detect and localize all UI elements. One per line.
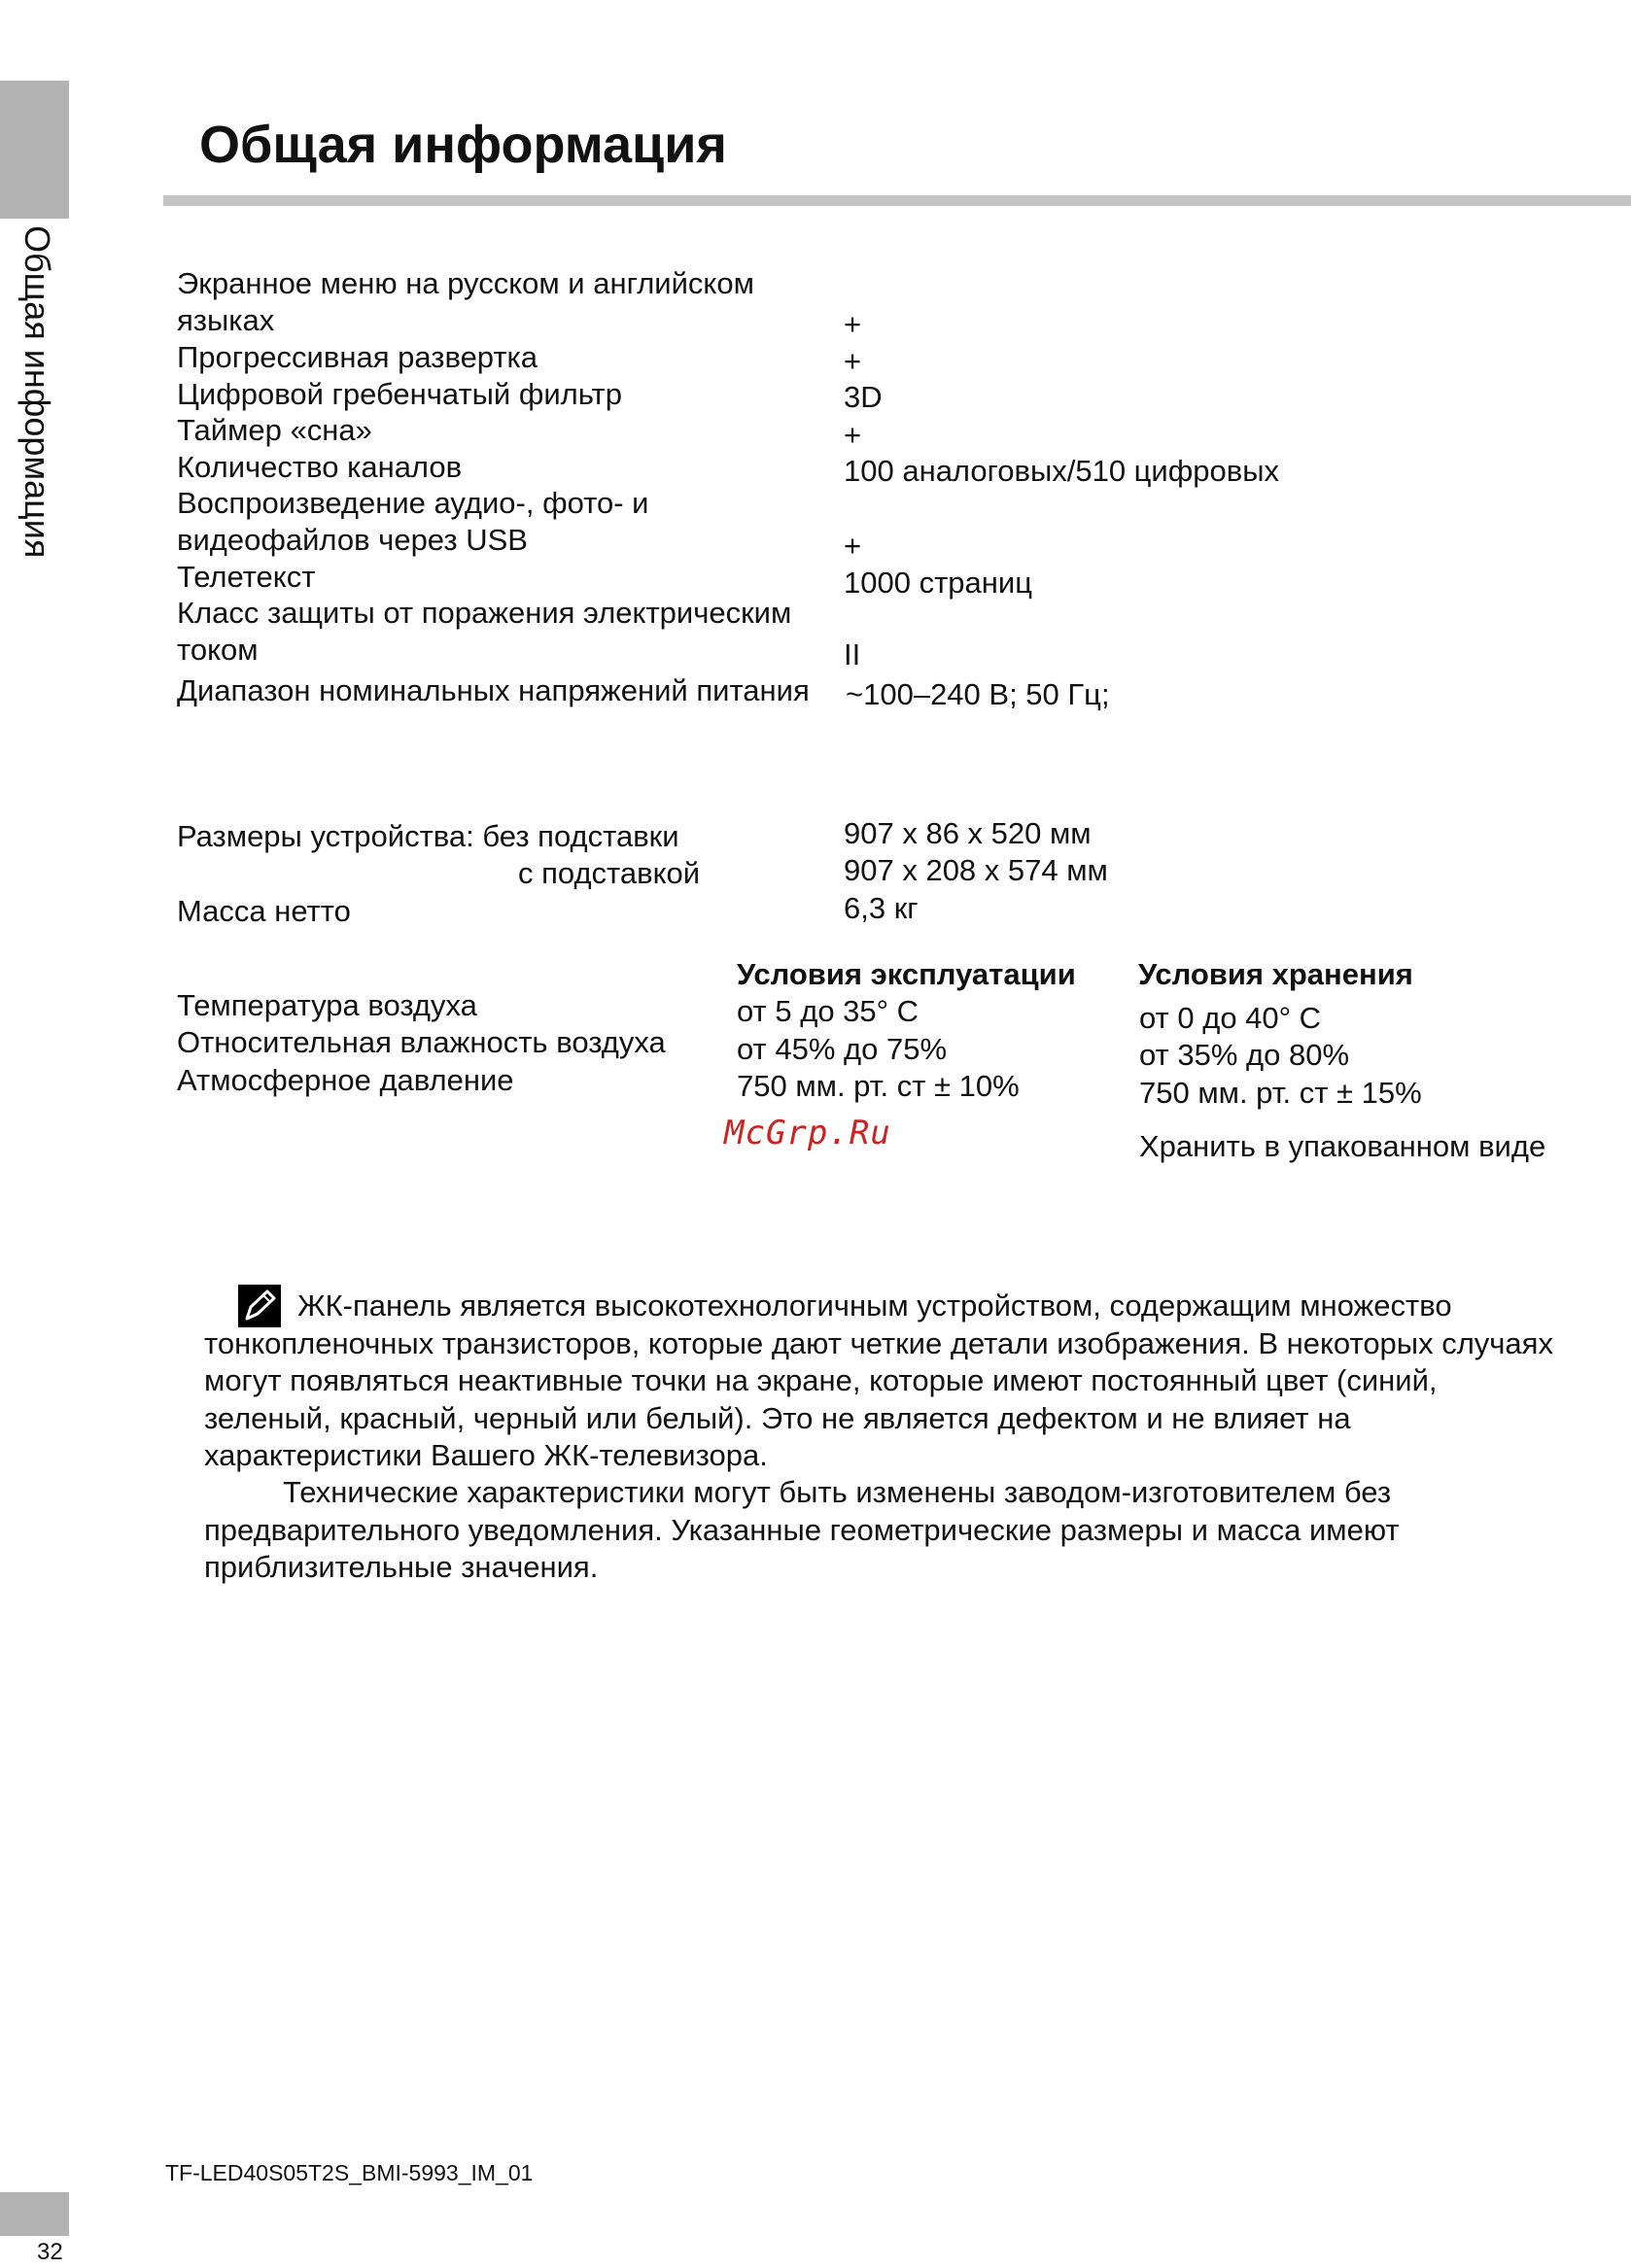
spec-label: током <box>177 633 259 667</box>
dimensions-value-without-stand: 907 x 86 x 520 мм <box>844 816 1092 850</box>
condition-label: Температура воздуха <box>177 988 477 1022</box>
side-tab-marker <box>0 81 69 219</box>
side-section-label: Общая информация <box>17 225 57 559</box>
operation-conditions-header: Условия эксплуатации <box>737 957 1076 991</box>
spec-value: + <box>844 344 862 378</box>
spec-value: 1000 страниц <box>844 566 1032 600</box>
operation-value: от 5 до 35° С <box>737 994 920 1028</box>
footer-model-code: TF-LED40S05T2S_BMI-5993_IM_01 <box>165 2160 534 2185</box>
operation-value: 750 мм. рт. ст ± 10% <box>737 1069 1020 1103</box>
spec-label: Телетекст <box>177 560 316 594</box>
watermark: McGrp.Ru <box>724 1114 891 1152</box>
spec-label: Количество каналов <box>177 450 463 484</box>
spec-value: ~100–240 В; 50 Гц; <box>846 677 1110 711</box>
condition-label: Атмосферное давление <box>177 1063 514 1097</box>
storage-value: от 35% до 80% <box>1139 1038 1350 1072</box>
spec-value: II <box>844 637 861 671</box>
page-title: Общая информация <box>199 116 727 174</box>
storage-value: 750 мм. рт. ст ± 15% <box>1139 1076 1422 1110</box>
condition-label: Относительная влажность воздуха <box>177 1025 666 1059</box>
dimensions-label: Размеры устройства: без подставки <box>177 819 679 853</box>
spec-label: Воспроизведение аудио-, фото- и <box>177 486 649 520</box>
spec-value: 3D <box>844 380 883 414</box>
title-divider <box>163 195 1631 206</box>
spec-label: Класс защиты от поражения электрическим <box>177 596 792 630</box>
spec-label: Цифровой гребенчатый фильтр <box>177 377 622 411</box>
spec-label: Экранное меню на русском и английском <box>177 266 754 300</box>
note-paragraph: Технические характеристики могут быть изменены заводом-изготовителем без предварительного уведомления. Указанные геометрические размеры и масса имеют приблизительные значения. <box>204 1475 1400 1584</box>
storage-value: от 0 до 40° С <box>1139 1001 1322 1035</box>
spec-value: 100 аналоговых/510 цифровых <box>844 454 1279 488</box>
spec-label: языках <box>177 303 275 337</box>
note-paragraph: ЖК-панель является высокотехнологичным устройством, содержащим множество тонкопленочных транзисторов, которые дают четкие детали изображения. В некоторых случаях могут появляться неактивные точки на экране, которые имеют постоянный цвет (синий, зеленый, красный, черный или белый). Это не является дефектом и не влияет на характеристики Вашего ЖК-телевизора. <box>204 1289 1553 1472</box>
mass-label: Масса нетто <box>177 894 351 928</box>
spec-label: Прогрессивная развертка <box>177 340 538 374</box>
storage-note: Хранить в упакованном виде <box>1139 1129 1546 1163</box>
footer-tab-marker <box>0 2192 69 2236</box>
dimensions-sublabel: с подставкой <box>518 856 701 890</box>
spec-label: Диапазон номинальных напряжений питания <box>177 673 810 707</box>
dimensions-value-with-stand: 907 x 208 x 574 мм <box>844 853 1108 887</box>
spec-label: Таймер «сна» <box>177 413 372 447</box>
spec-label: видеофайлов через USB <box>177 523 528 557</box>
storage-conditions-header: Условия хранения <box>1138 957 1413 991</box>
mass-value: 6,3 кг <box>844 891 919 925</box>
spec-value: + <box>844 418 862 452</box>
page-number: 32 <box>37 2239 63 2265</box>
spec-value: + <box>844 307 862 341</box>
spec-value: + <box>844 529 862 563</box>
operation-value: от 45% до 75% <box>737 1032 948 1066</box>
